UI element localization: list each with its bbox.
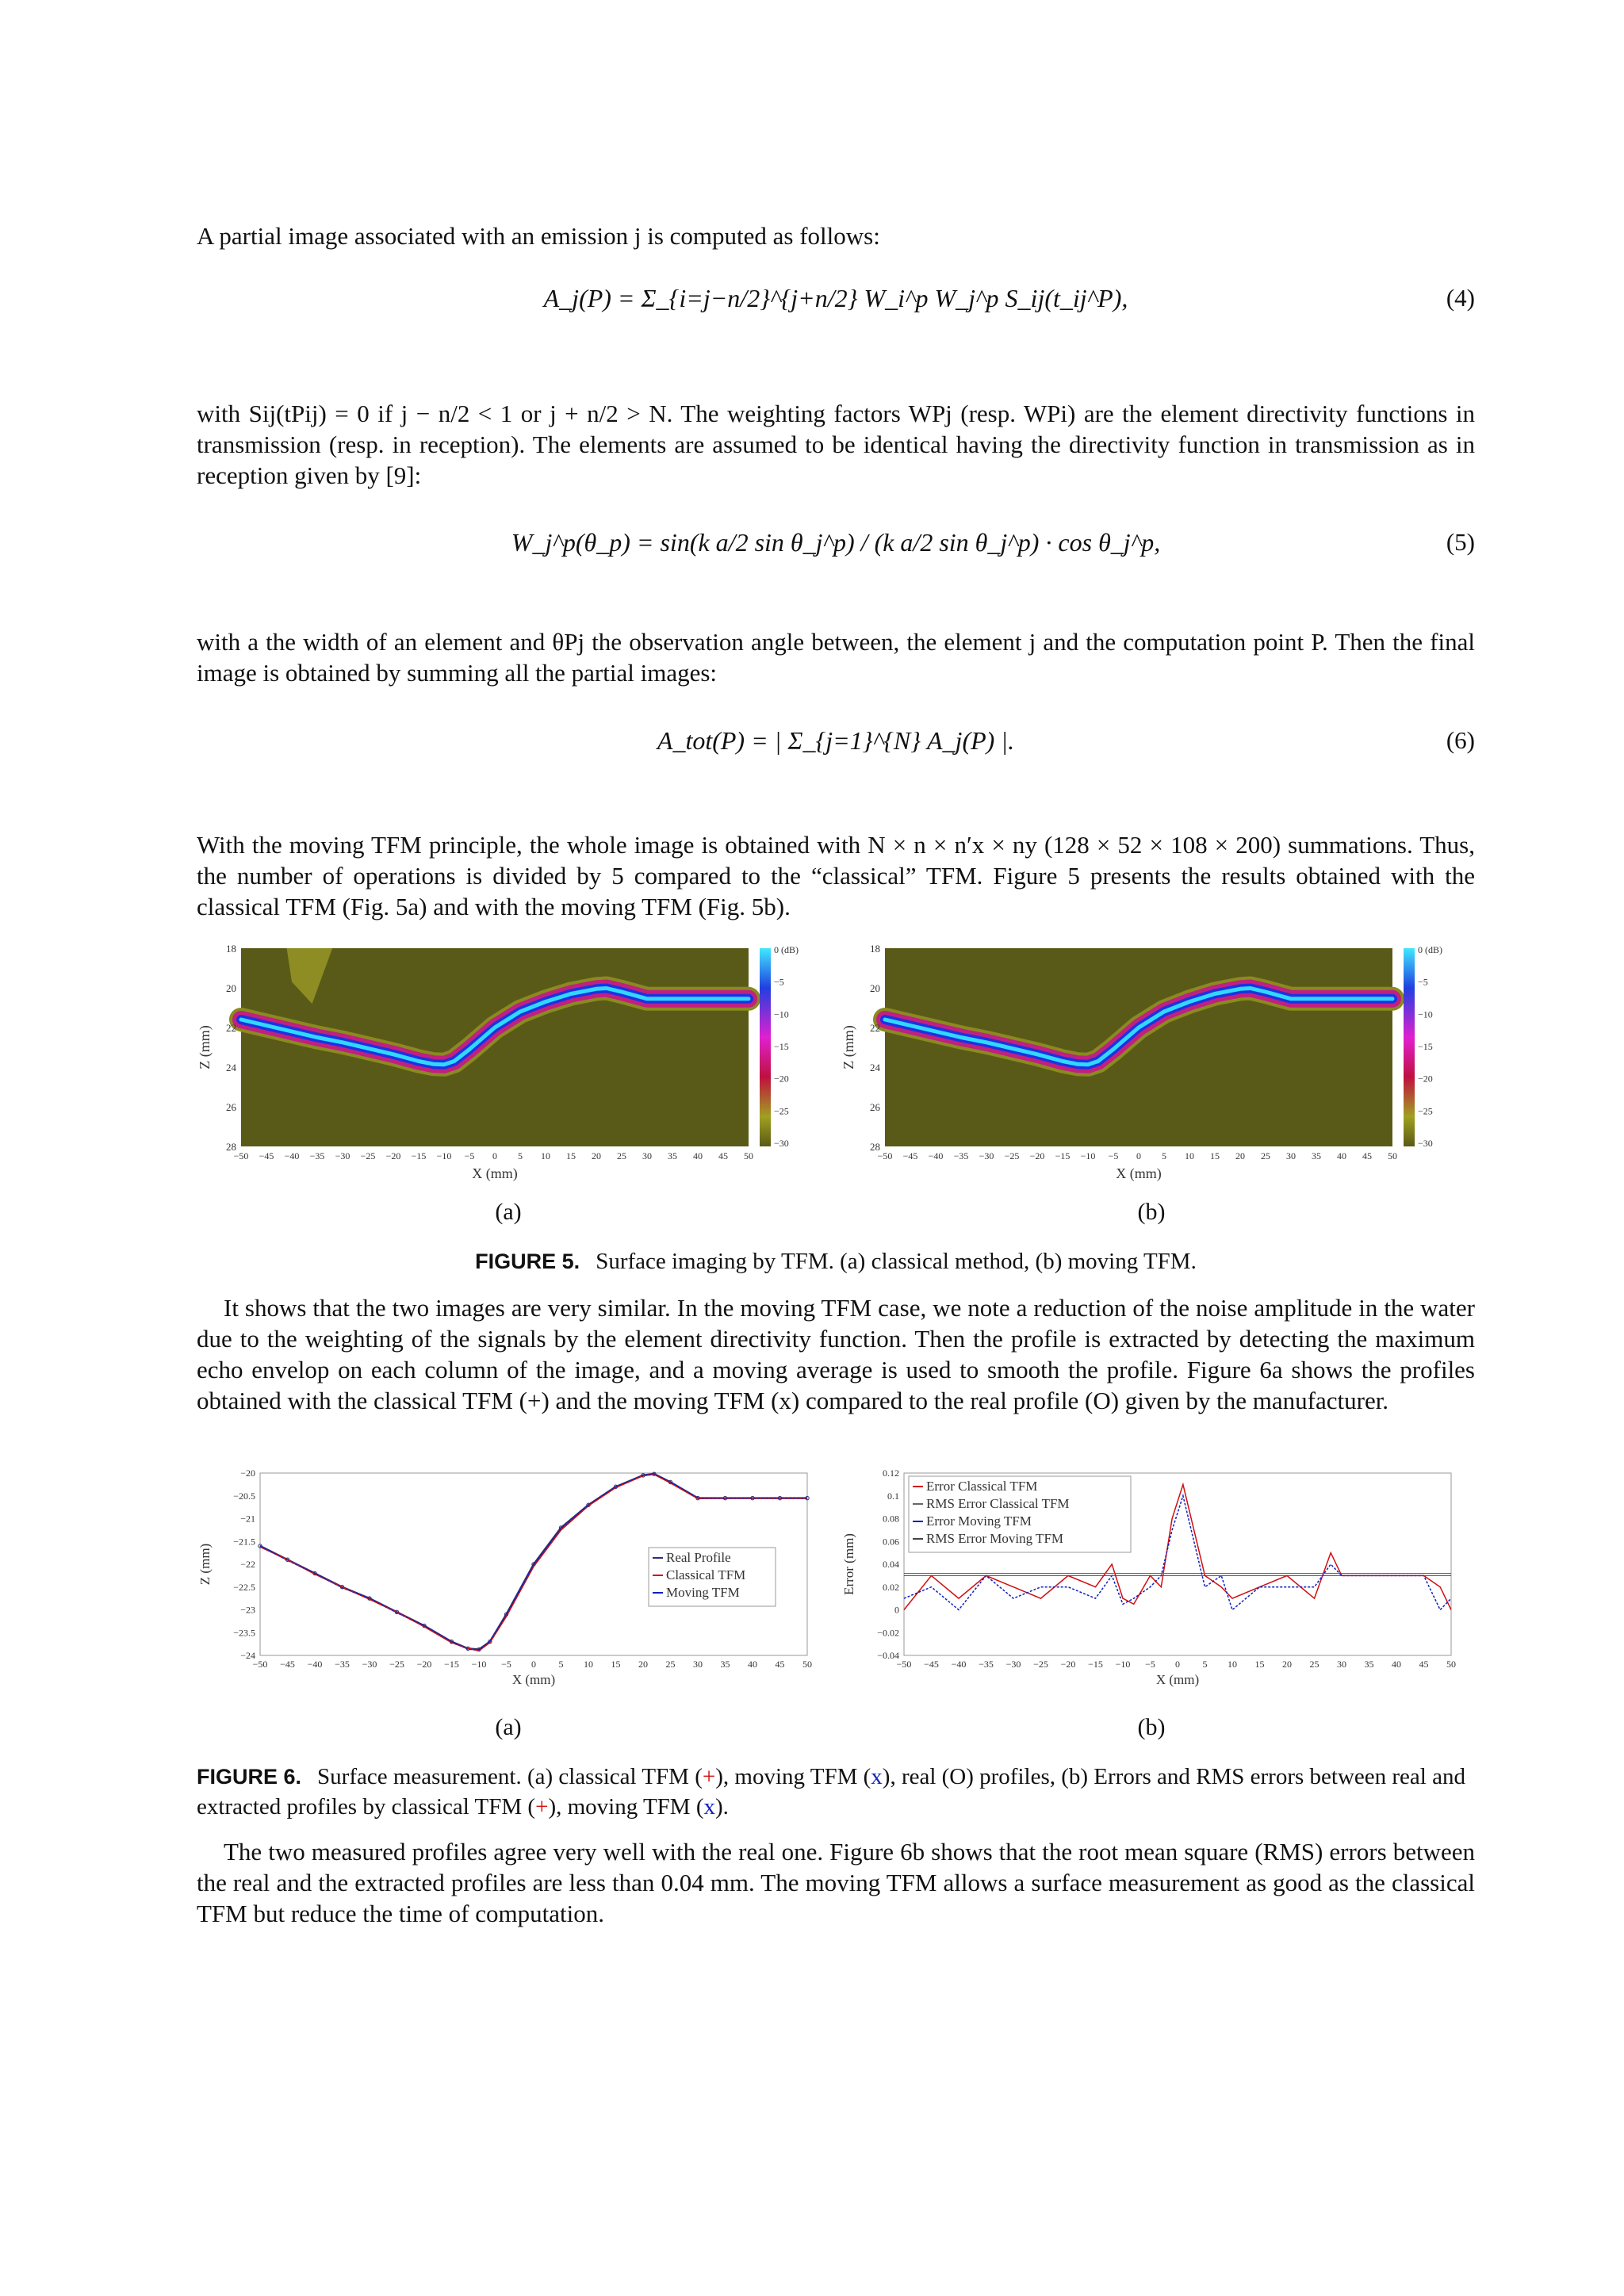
ytick-label: −21: [240, 1513, 255, 1525]
colorbar-tick-label: −20: [1418, 1073, 1433, 1085]
figure-5-caption: [197, 1246, 1475, 1276]
xtick-label: −5: [1145, 1659, 1155, 1670]
heatmap-xlabel: X (mm): [472, 1165, 518, 1181]
ytick-label: −20: [240, 1468, 255, 1479]
heatmap-xtick-label: −30: [335, 1150, 350, 1161]
ytick-label: −0.04: [877, 1650, 899, 1661]
equation-5-number: (5): [1446, 528, 1475, 556]
xtick-label: 50: [802, 1659, 812, 1670]
figure-6a-label: (a): [495, 1714, 522, 1740]
figure-5b-label: (b): [1137, 1199, 1166, 1225]
heatmap-xtick-label: 15: [1210, 1150, 1220, 1161]
paragraph-2: with Sij(tPij) = 0 if j − n/2 < 1 or j + n/2 > N. The weighting factors WPj (resp. WPi) are the element directivity functions in transmission (resp. in reception). The elements are assumed to be identical having the directivity function in transmission as in reception given by [9]:: [197, 400, 1475, 489]
heatmap-xtick-label: 5: [1162, 1150, 1166, 1161]
figure-5b-heatmap: [841, 936, 1475, 1189]
xtick-label: 45: [775, 1659, 785, 1670]
legend-label: RMS Error Classical TFM: [926, 1496, 1070, 1511]
heatmap-ytick-label: 24: [226, 1062, 236, 1073]
colorbar-tick-label: −25: [774, 1105, 789, 1117]
heatmap-ytick-label: 18: [870, 943, 880, 955]
ytick-label: 0.06: [883, 1536, 899, 1548]
ylabel: Z (mm): [197, 1543, 213, 1586]
heatmap-xtick-label: 10: [541, 1150, 550, 1161]
heatmap-xtick-label: −45: [259, 1150, 274, 1161]
xtick-label: 40: [1392, 1659, 1401, 1670]
xtick-label: 25: [1309, 1659, 1320, 1670]
heatmap-xtick-label: −15: [1055, 1150, 1071, 1161]
heatmap-xtick-label: −35: [953, 1150, 969, 1161]
heatmap-ylabel: Z (mm): [841, 1025, 856, 1070]
heatmap-xtick-label: 25: [1261, 1150, 1270, 1161]
heatmap-ytick-label: 22: [226, 1022, 236, 1034]
xtick-label: −10: [1115, 1659, 1131, 1670]
figure-5-caption-text: Surface imaging by TFM. (a) classical method, (b) moving TFM.: [596, 1249, 1197, 1274]
xtick-label: 40: [748, 1659, 757, 1670]
paragraph-5: It shows that the two images are very similar. In the moving TFM case, we note a reduction of the noise amplitude in the water due to the weighting of the signals by the element directivity function. Then the profile is extracted by detecting the maximum echo envelop on each column of the image, and a moving average is used to smooth the profile. Figure 6a shows the profiles obtained with the classical TFM (+) and the moving TFM (x) compared to the real profile (O) given by the manufacturer.: [197, 1294, 1475, 1414]
xtick-label: −45: [924, 1659, 939, 1670]
heatmap-xtick-label: −50: [877, 1150, 893, 1161]
xtick-label: −35: [335, 1659, 350, 1670]
xtick-label: 10: [1228, 1659, 1237, 1670]
heatmap-xtick-label: 40: [1337, 1150, 1346, 1161]
heatmap-xtick-label: 5: [518, 1150, 523, 1161]
xtick-label: 0: [1175, 1659, 1180, 1670]
colorbar-tick-label: −5: [774, 976, 784, 988]
xtick-label: −40: [307, 1659, 323, 1670]
heatmap-xtick-label: −40: [284, 1150, 300, 1161]
ytick-label: −23.5: [233, 1627, 255, 1639]
xtick-label: 25: [665, 1659, 676, 1670]
xtick-label: 35: [1364, 1659, 1374, 1670]
legend-label: RMS Error Moving TFM: [926, 1531, 1064, 1546]
colorbar-tick-label: −30: [1418, 1138, 1433, 1149]
caption-text-4: ), moving TFM (: [548, 1794, 704, 1820]
ytick-label: 0.08: [883, 1513, 899, 1525]
paragraph-4: With the moving TFM principle, the whole image is obtained with N × n × n′x × ny (128 × 52 × 108 × 200) summations. Thus, the number of operations is divided by 5 compared to the “classical” TFM. Figure 5 presents the results obtained with the classical TFM (Fig. 5a) and with the moving TFM (Fig. 5b).: [197, 831, 1475, 920]
heatmap-xtick-label: 0: [492, 1150, 497, 1161]
figure-6: [197, 1459, 1475, 1831]
heatmap-xtick-label: −30: [979, 1150, 994, 1161]
equation-4-formula: A_j(P) = Σ_{i=j−n/2}^{j+n/2} W_i^p W_j^p S_ij(t_ij^P),: [543, 284, 1128, 312]
legend-label: Classical TFM: [666, 1567, 746, 1582]
ytick-label: −22: [240, 1559, 255, 1570]
heatmap-ylabel: Z (mm): [197, 1025, 213, 1070]
heatmap-xtick-label: −25: [360, 1150, 376, 1161]
colorbar-tick-label: 0 (dB): [1418, 944, 1442, 955]
colorbar: [1404, 948, 1415, 1146]
heatmap-xtick-label: −10: [1080, 1150, 1096, 1161]
heatmap-xtick-label: 50: [744, 1150, 753, 1161]
caption-x-blue: x: [871, 1764, 883, 1789]
xtick-label: 5: [1202, 1659, 1208, 1670]
xtick-label: −45: [280, 1659, 295, 1670]
heatmap-ytick-label: 22: [870, 1022, 880, 1034]
heatmap-xtick-label: 35: [1312, 1150, 1321, 1161]
figure-6b-error-chart: [841, 1459, 1475, 1705]
legend-label: Moving TFM: [666, 1585, 740, 1600]
heatmap-xtick-label: −35: [309, 1150, 325, 1161]
heatmap-xtick-label: 50: [1388, 1150, 1397, 1161]
xtick-label: −50: [896, 1659, 912, 1670]
heatmap-xtick-label: −5: [1108, 1150, 1119, 1161]
colorbar-tick-label: −10: [1418, 1008, 1433, 1020]
heatmap-xtick-label: 45: [718, 1150, 728, 1161]
figure-6-caption-label: FIGURE 6.: [197, 1765, 302, 1789]
xtick-label: 50: [1446, 1659, 1456, 1670]
caption-text-3: ), real (O) profiles, (b) Errors and RMS errors between real and extracted profiles by classical TFM (: [197, 1764, 1465, 1820]
xtick-label: 35: [720, 1659, 730, 1670]
heatmap-xtick-label: 30: [642, 1150, 652, 1161]
xtick-label: −20: [416, 1659, 432, 1670]
xtick-label: 30: [1337, 1659, 1346, 1670]
equation-5: [197, 515, 1475, 588]
colorbar-tick-label: 0 (dB): [774, 944, 799, 955]
ytick-label: −23: [240, 1604, 255, 1616]
equation-4-number: (4): [1446, 284, 1475, 312]
ytick-label: 0.1: [887, 1490, 899, 1502]
xlabel: X (mm): [511, 1672, 556, 1687]
xtick-label: −25: [1033, 1659, 1048, 1670]
heatmap-ytick-label: 18: [226, 943, 236, 955]
heatmap-xtick-label: 45: [1362, 1150, 1372, 1161]
xtick-label: 30: [693, 1659, 703, 1670]
xtick-label: 10: [584, 1659, 593, 1670]
heatmap-xtick-label: 0: [1136, 1150, 1141, 1161]
xtick-label: 5: [558, 1659, 564, 1670]
xtick-label: 15: [1254, 1659, 1265, 1670]
figure-6a-profile-chart: [197, 1459, 823, 1705]
heatmap-xlabel: X (mm): [1116, 1165, 1162, 1181]
xtick-label: 0: [531, 1659, 536, 1670]
figure-6-caption: [197, 1762, 1475, 1822]
xtick-label: −30: [1005, 1659, 1021, 1670]
equation-6: [197, 714, 1475, 786]
equation-5-formula: W_j^p(θ_p) = sin(k a/2 sin θ_j^p) / (k a/2 sin θ_j^p) · cos θ_j^p,: [511, 528, 1161, 557]
caption-text-1: Surface measurement. (a) classical TFM (: [317, 1764, 703, 1789]
caption-text-2: ), moving TFM (: [715, 1764, 871, 1789]
colorbar-tick-label: −10: [774, 1008, 789, 1020]
heatmap-xtick-label: −40: [928, 1150, 944, 1161]
heatmap-ytick-label: 24: [870, 1062, 880, 1073]
ytick-label: −22.5: [233, 1581, 255, 1593]
heatmap-xtick-label: −20: [1029, 1150, 1045, 1161]
xtick-label: 45: [1419, 1659, 1429, 1670]
xtick-label: 20: [638, 1659, 648, 1670]
heatmap-xtick-label: 30: [1286, 1150, 1296, 1161]
xtick-label: −25: [389, 1659, 404, 1670]
heatmap-xtick-label: −25: [1004, 1150, 1020, 1161]
heatmap-xtick-label: −5: [464, 1150, 475, 1161]
equation-4: [197, 271, 1475, 344]
figure-6b-label: (b): [1137, 1714, 1166, 1740]
heatmap-xtick-label: 35: [668, 1150, 677, 1161]
ytick-label: −20.5: [233, 1490, 255, 1502]
heatmap-xtick-label: 40: [693, 1150, 703, 1161]
paragraph-1: A partial image associated with an emission j is computed as follows:: [197, 222, 880, 250]
equation-6-number: (6): [1446, 726, 1475, 754]
ytick-label: 0.02: [883, 1581, 899, 1593]
xtick-label: −15: [444, 1659, 459, 1670]
heatmap-xtick-label: 10: [1185, 1150, 1194, 1161]
xtick-label: −30: [362, 1659, 377, 1670]
ytick-label: −0.02: [877, 1627, 899, 1639]
ytick-label: 0.04: [883, 1559, 899, 1570]
caption-text-5: ).: [715, 1794, 729, 1820]
colorbar-tick-label: −25: [1418, 1105, 1433, 1117]
figure-5-caption-label: FIGURE 5.: [475, 1249, 580, 1273]
equation-6-formula: A_tot(P) = | Σ_{j=1}^{N} A_j(P) |.: [657, 726, 1015, 755]
caption-plus-red-2: +: [535, 1794, 549, 1820]
colorbar-tick-label: −15: [774, 1041, 789, 1052]
heatmap-ytick-label: 26: [226, 1101, 236, 1113]
xtick-label: −35: [979, 1659, 994, 1670]
paragraph-3: with a the width of an element and θPj the observation angle between, the element j and the computation point P. Then the final image is obtained by summing all the partial images:: [197, 628, 1475, 687]
caption-plus-red: +: [702, 1764, 716, 1789]
xtick-label: −15: [1088, 1659, 1103, 1670]
heatmap-ytick-label: 26: [870, 1101, 880, 1113]
heatmap-xtick-label: −10: [436, 1150, 452, 1161]
legend-label: Real Profile: [666, 1550, 731, 1565]
xtick-label: −10: [471, 1659, 487, 1670]
figure-5a-heatmap: [197, 936, 831, 1189]
heatmap-xtick-label: −20: [385, 1150, 401, 1161]
xlabel: X (mm): [1155, 1672, 1200, 1687]
caption-x-blue-2: x: [703, 1794, 715, 1820]
colorbar: [760, 948, 771, 1146]
figure-5: [197, 936, 1475, 1276]
legend-label: Error Classical TFM: [926, 1479, 1038, 1494]
heatmap-xtick-label: 20: [1235, 1150, 1245, 1161]
heatmap-xtick-label: 25: [617, 1150, 626, 1161]
xtick-label: −5: [501, 1659, 511, 1670]
heatmap-ytick-label: 28: [226, 1141, 236, 1153]
xtick-label: 20: [1282, 1659, 1292, 1670]
colorbar-tick-label: −15: [1418, 1041, 1433, 1052]
ylabel: Error (mm): [841, 1533, 856, 1595]
ytick-label: −24: [240, 1650, 255, 1661]
heatmap-xtick-label: −45: [902, 1150, 918, 1161]
heatmap-ytick-label: 20: [870, 982, 880, 994]
xtick-label: −50: [252, 1659, 268, 1670]
ytick-label: 0: [894, 1604, 899, 1616]
legend-label: Error Moving TFM: [926, 1513, 1032, 1529]
figure-5a-label: (a): [495, 1199, 522, 1225]
xtick-label: 15: [611, 1659, 621, 1670]
colorbar-tick-label: −5: [1418, 976, 1428, 988]
heatmap-xtick-label: 20: [592, 1150, 601, 1161]
colorbar-tick-label: −20: [774, 1073, 789, 1085]
ytick-label: 0.12: [883, 1468, 899, 1479]
heatmap-ytick-label: 20: [226, 982, 236, 994]
ytick-label: −21.5: [233, 1536, 255, 1548]
heatmap-xtick-label: 15: [566, 1150, 576, 1161]
colorbar-tick-label: −30: [774, 1138, 789, 1149]
heatmap-xtick-label: −50: [233, 1150, 249, 1161]
xtick-label: −40: [951, 1659, 967, 1670]
paragraph-6: The two measured profiles agree very well with the real one. Figure 6b shows that the root mean square (RMS) errors between the real and the extracted profiles are less than 0.04 mm. The moving TFM allows a surface measurement as good as the classical TFM but reduce the time of computation.: [197, 1838, 1475, 1927]
heatmap-ytick-label: 28: [870, 1141, 880, 1153]
heatmap-xtick-label: −15: [411, 1150, 427, 1161]
xtick-label: −20: [1060, 1659, 1076, 1670]
